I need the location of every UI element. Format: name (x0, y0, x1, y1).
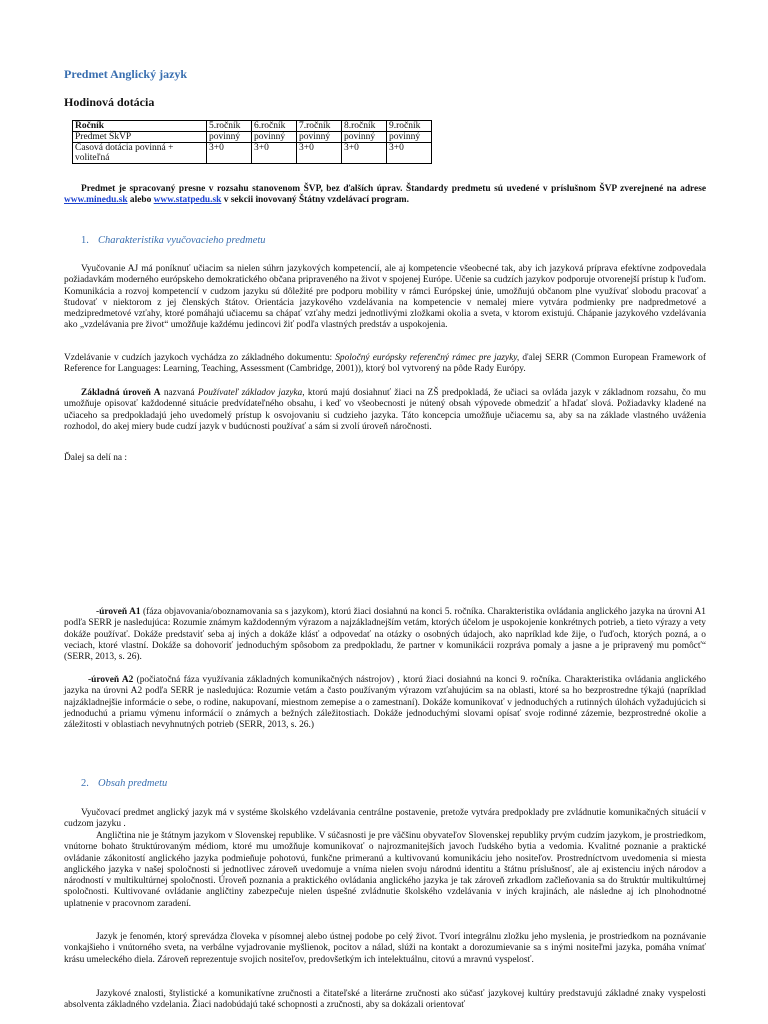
paragraph: Základná úroveň A nazvaná Používateľ základov jazyka, ktorú majú dosiahnuť žiaci na ZŠ predpokladá, že učiaci sa ovláda jazyk v základnom rozsahu, čo mu umožňuje opisovať každodenné situácie predvídateľného obsahu, i keď vo všeobecnosti je nútený obsah výpovede obmedziť a hľadať slová. Požiadavky kladené na učiaceho sa predpokladajú jeho uvedomelý prístup k osvojovaniu si cudzieho jazyka. Táto koncepcia umožňuje učiacemu sa, aby sa na základe vlastného uváženia rozhodol, do akej miery bude cudzí jazyk v budúcnosti používať a sám si zvolí úroveň náročnosti. (64, 388, 706, 432)
paragraph: Vzdelávanie v cudzích jazykoch vychádza zo základného dokumentu: Spoločný európsky referenčný rámec pre jazyky, ďalej SERR (Common European Framework of Reference for Languages: Learning, Teaching, Assessment (Cambridge, 2001)), ktorý bol vytvorený na pôde Rady Európy. (64, 353, 706, 375)
paragraph: Vyučovací predmet anglický jazyk má v systéme školského vzdelávania centrálne postavenie, pretože vytvára predpoklady pre zvládnutie komunikačných situácií v cudzom jazyku . (64, 808, 706, 830)
table-cell: 8.ročník (342, 121, 387, 132)
table-cell: 9.ročník (387, 121, 432, 132)
table-cell: povinný (342, 132, 387, 143)
hours-table (72, 120, 432, 164)
document-title: Predmet Anglický jazyk (64, 67, 188, 81)
level-a2-paragraph: -úroveň A2 (počiatočná fáza využívania základných komunikačných nástrojov) , ktorú žiaci dosiahnú na konci 9. ročníka. Charakteristika ovládania anglického jazyka na úrovni A2 podľa SERR je nasledujúca: Rozumie vetám a často používaným výrazom vzťahujúcim sa na oblasti, ktoré sa ho bezprostredne týkajú (napríklad najzákladnejšie informácie o sebe, o rodine, nakupovaní, miestnom zemepise a o zamestnaní). Dokáže komunikovať v jednoduchých a rutinných úlohách vyžadujúcich si jednoduchú a priamu výmenu informácií o známych a bežných záležitostiach. Dokáže jednoduchými slovami opísať svoje rodinné zázemie, bezprostredné okolie a záležitosti v oblastiach nevyhnutných potrieb (SERR, 2013, s. 26.) (64, 675, 706, 731)
paragraph: Jazyk je fenomén, ktorý sprevádza človeka v písomnej alebo ústnej podobe po celý život. Tvorí integrálnu zložku jeho myslenia, je prostriedkom na poznávanie vonkajšieho i vnútorného sveta, na verbálne vyjadrovanie myšlienok, pocitov a nálad, slúži na kontakt a dorozumievanie sa s inými nositeľmi jazyka, pomáha vnímať krásu umeleckého diela. Zároveň reprezentuje svojich nositeľov, predovšetkým ich intelektuálnu, citovú a mravnú vyspelosť. (64, 932, 706, 965)
section-heading-2: 2. Obsah predmetu (81, 778, 168, 789)
table-cell: 3+0 (342, 143, 387, 164)
intro-text: Predmet je spracovaný presne v rozsahu stanovenom ŠVP, bez ďalších úprav. Štandardy predmetu sú uvedené v príslušnom ŠVP zverejnené na adrese (81, 184, 706, 194)
table-cell: 5.ročník (207, 121, 252, 132)
minedu-link[interactable]: www.minedu.sk (64, 195, 128, 206)
table-cell: povinný (252, 132, 297, 143)
paragraph: Vyučovanie AJ má poníknuť učiacim sa nielen súhrn jazykových kompetencií, ale aj kompetencie všeobecné tak, aby ich jazyková príprava efektívne zodpovedala požiadavkám moderného európskeho demokratického občana pripraveného na život v spojenej Európe. Učenie sa cudzích jazykov podporuje otvorenejší prístup k ľuďom. Komunikácia a rozvoj kompetencií v cudzom jazyku sú dôležité pre podporu mobility v rámci Európskej únie, umožňujú občanom plne využívať slobodu pracovať a študovať v niektorom z jej členských štátov. Orientácia jazykového vzdelávania na kompetencie v nemalej miere vytvára podmienky pre nadpredmetové a medzipredmetové vzťahy, ktoré pomáhajú učiacemu sa chápať vzťahy medzi jednotlivými zložkami okolia a sveta, v ktorom existujú. Chápanie jazykového vzdelávania ako „vzdelávania pre život“ umožňuje každému jedincovi žiť podľa vlastných predstáv a uspokojenia. (64, 264, 706, 331)
table-cell: povinný (207, 132, 252, 143)
table-cell: Ročník (73, 121, 207, 132)
table-row (73, 143, 432, 164)
table-row (73, 121, 432, 132)
table-cell: povinný (387, 132, 432, 143)
table-cell: Časová dotácia povinná + voliteľná (73, 143, 207, 164)
level-a1-paragraph: -úroveň A1 (fáza objavovania/oboznamovania sa s jazykom), ktorú žiaci dosiahnú na konci 5. ročníka. Charakteristika ovládania anglického jazyka na úrovni A1 podľa SERR je nasledujúca: Rozumie známym každodenným výrazom a najzákladnejším vetám, ktorých účelom je uspokojenie konkrétnych potrieb, a tieto výrazy a vety dokáže používať. Dokáže predstaviť seba aj iných a dokáže klásť a odpovedať na otázky o osobných údajoch, ako napríklad kde žije, o ľuďoch, ktorých pozná, a o veciach, ktoré vlastní. Dokáže sa dohovoriť jednoduchým spôsobom za predpokladu, že partner v komunikácii rozpráva pomaly a jasne a je pripravený mu pomôcť“ (SERR, 2013, s. 26). (64, 607, 706, 663)
table-cell: 3+0 (252, 143, 297, 164)
section-heading-1: 1. Charakteristika vyučovacieho predmetu (81, 235, 266, 246)
intro-paragraph (64, 184, 706, 207)
table-cell: povinný (297, 132, 342, 143)
table-cell: 6.ročník (252, 121, 297, 132)
table-cell: 3+0 (297, 143, 342, 164)
intro-text-end: v sekcii inovovaný Štátny vzdelávací program. (221, 195, 409, 206)
table-cell: 3+0 (387, 143, 432, 164)
paragraph: Jazykové znalosti, štylistické a komunikatívne zručnosti a čitateľské a literárne zručnosti ako súčasť jazykovej kultúry predstavujú základné znaky vyspelosti absolventa základného vzdelania. Žiaci nadobúdajú také schopnosti a zručnosti, aby sa dokázali orientovať (64, 989, 706, 1011)
statpedu-link[interactable]: www.statpedu.sk (153, 195, 222, 206)
table-cell: 3+0 (207, 143, 252, 164)
hours-heading: Hodinová dotácia (64, 95, 155, 109)
table-row (73, 132, 432, 143)
table-cell: Predmet ŠkVP (73, 132, 207, 143)
paragraph: Ďalej sa delí na : (64, 453, 127, 463)
paragraph: Angličtina nie je štátnym jazykom v Slovenskej republike. V súčasnosti je pre väčšinu obyvateľov Slovenskej republiky prvým cudzím jazykom, je prostriedkom, vnútorne bohato štruktúrovaným médiom, ktoré mu umožňuje komunikovať o najrozmanitejších javoch ľudského bytia a vedomia. Kvalitné poznanie a praktické ovládanie zákonitostí anglického jazyka podmieňuje pohotovú, funkčne primeranú a kultivovanú komunikáciu jeho nositeľov. Prostredníctvom uvedomenia si miesta anglického jazyka v našej spoločnosti si jednotlivec zároveň uvedomuje a vníma nielen svoju národnú identitu a štátnu príslušnosť, ale aj existenciu iných národov a národností v multikultúrnej spoločnosti. Úroveň poznania a praktického ovládania anglického jazyka je tak zároveň zrkadlom začleňovania sa do štruktúr multikultúrnej spoločnosti. Kultivované ovládanie angličtiny zabezpečuje nielen úspešné zvládnutie školského vzdelávania v iných krajinách, ale následne aj ich plnohodnotné uplatnenie v pracovnom zaradení. (64, 831, 706, 909)
intro-text-mid: alebo (127, 195, 154, 206)
table-cell: 7.ročník (297, 121, 342, 132)
